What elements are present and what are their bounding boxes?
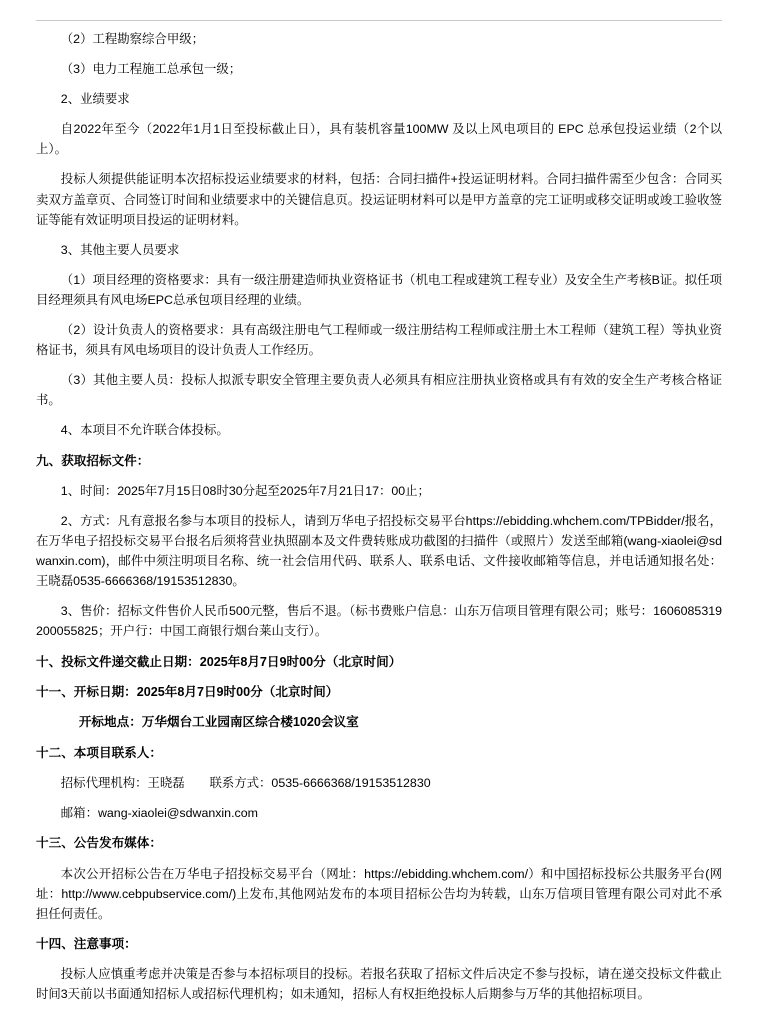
paragraph-other-personnel: （3）其他主要人员：投标人拟派专职安全管理主要负责人必须具有相应注册执业资格或具有有效的安全生产考核合格证书。	[36, 373, 722, 408]
paragraph-design-lead: （2）设计负责人的资格要求：具有高级注册电气工程师或一级注册结构工程师或注册土木工程师（建筑工程）等执业资格证书，须具有风电场项目的设计负责人工作经历。	[36, 323, 722, 358]
page-top-divider	[36, 20, 722, 21]
paragraph-no-consortium: 4、本项目不允许联合体投标。	[60, 423, 229, 438]
section-heading-ten: 十、投标文件递交截止日期：2025年8月7日9时00分（北京时间）	[36, 654, 402, 669]
section-nine-method: 2、方式：凡有意报名参与本项目的投标人，请到万华电子招投标交易平台https://ebidding.whchem.com/TPBidder/报名，在万华电子招投标交易平台报名后须将营业执照副本及文件费转账成功截图的扫描件（或照片）发送至邮箱(wang-xiaolei@sdwanxin.com)，邮件中须注明项目名称、统一社会信用代码、联系人、联系电话、文件接收邮箱等信息，并电话通知报名处：王晓磊0535-6666368/19153512830。	[36, 513, 722, 589]
section-fourteen-body: 投标人应慎重考虑并决策是否参与本招标项目的投标。若报名获取了招标文件后决定不参与投标，请在递交投标文件截止时间3天前以书面通知招标人或招标代理机构；如未通知，招标人有权拒绝投标人后期参与万华的其他招标项目。	[36, 967, 722, 1002]
section-nine-time: 1、时间：2025年7月15日08时30分起至2025年7月21日17：00止；	[60, 483, 430, 498]
paragraph-performance-requirement: 自2022年至今（2022年1月1日至投标截止日），具有装机容量100MW 及以上风电项目的 EPC 总承包投运业绩（2个以上）。	[36, 122, 722, 157]
section-heading-nine: 九、获取招标文件：	[36, 453, 150, 468]
paragraph-qualification-2: （2）工程勘察综合甲级；	[60, 32, 204, 46]
section-heading-thirteen: 十三、公告发布媒体：	[36, 836, 162, 851]
section-heading-fourteen: 十四、注意事项：	[36, 936, 137, 951]
paragraph-personnel-heading: 3、其他主要人员要求	[60, 242, 180, 257]
paragraph-performance-heading: 2、业绩要求	[60, 92, 130, 107]
section-thirteen-body: 本次公开招标公告在万华电子招投标交易平台（网址：https://ebidding.whchem.com/）和中国招标投标公共服务平台(网址：http://www.cebpubservice.com/)上发布,其他网站发布的本项目招标公告均为转载，山东万信项目管理有限公司对此不承担任何责任。	[36, 866, 722, 921]
bid-opening-venue: 开标地点：万华烟台工业园南区综合楼1020会议室	[78, 715, 359, 730]
paragraph-project-manager: （1）项目经理的资格要求：具有一级注册建造师执业资格证书（机电工程或建筑工程专业）及安全生产考核B证。拟任项目经理须具有风电场EPC总承包项目经理的业绩。	[36, 272, 722, 307]
contact-email-line: 邮箱：wang-xiaolei@sdwanxin.com	[60, 806, 258, 821]
paragraph-performance-materials: 投标人须提供能证明本次招标投运业绩要求的材料，包括：合同扫描件+投运证明材料。合同扫描件需至少包含：合同买卖双方盖章页、合同签订时间和业绩要求中的关键信息页。投运证明材料可以是甲方盖章的完工证明或移交证明或竣工验收签证等能有效证明项目投运的证明材料。	[36, 172, 722, 227]
contact-agency-line: 招标代理机构：王晓磊 联系方式：0535-6666368/19153512830	[60, 776, 431, 791]
section-heading-twelve: 十二、本项目联系人：	[36, 745, 162, 760]
section-heading-eleven: 十一、开标日期：2025年8月7日9时00分（北京时间）	[36, 684, 339, 699]
paragraph-qualification-3: （3）电力工程施工总承包一级；	[60, 62, 242, 77]
section-nine-price: 3、售价：招标文件售价人民币500元整，售后不退。（标书费账户信息：山东万信项目管理有限公司；账号：1606085319200055825；开户行：中国工商银行烟台莱山支行）。	[36, 604, 722, 639]
